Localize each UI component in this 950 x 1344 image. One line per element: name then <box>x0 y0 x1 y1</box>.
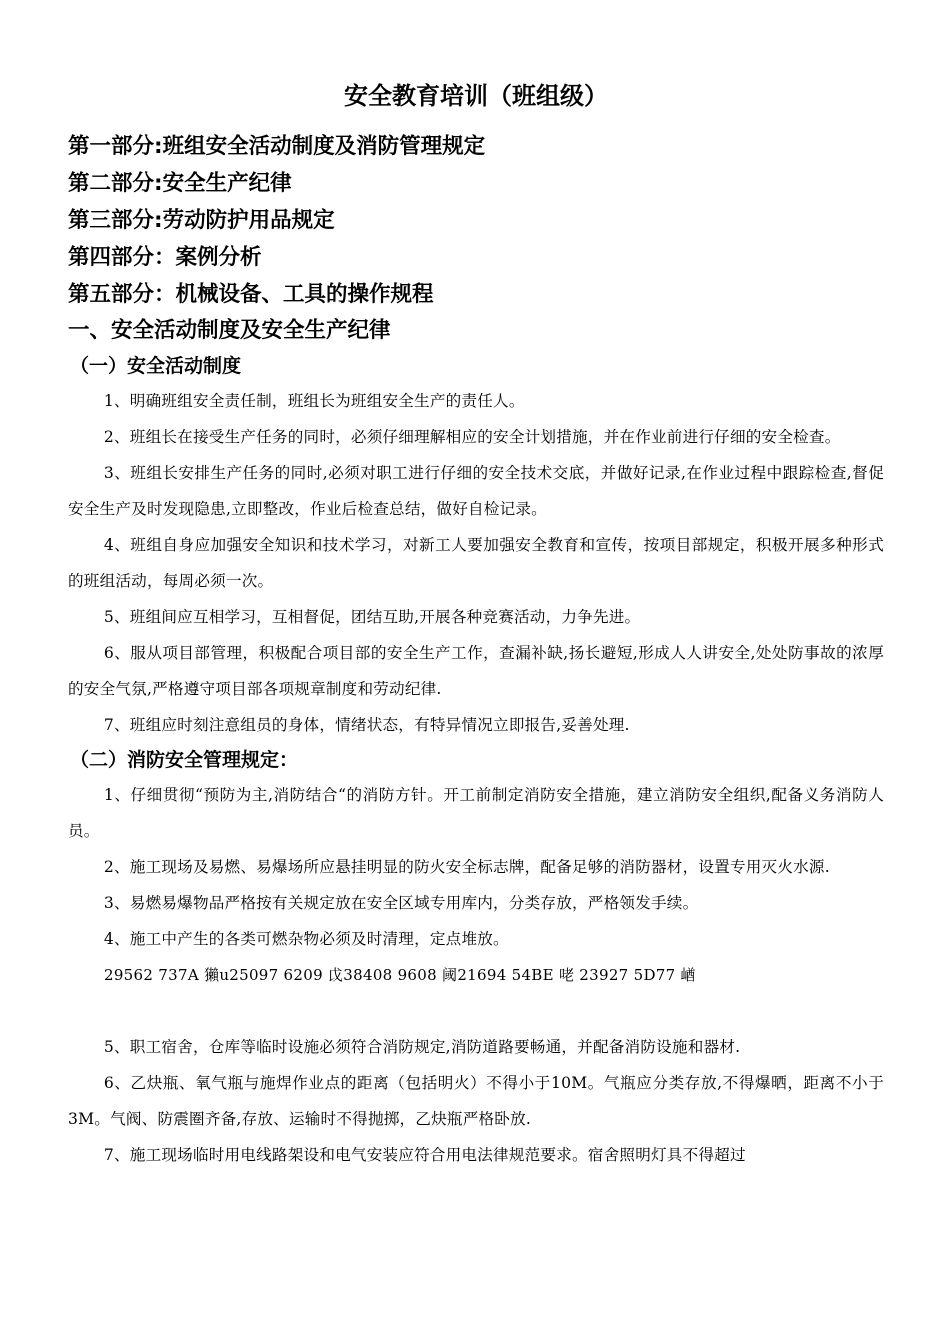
paragraph: 6、服从项目部管理，积极配合项目部的安全生产工作，查漏补缺,扬长避短,形成人人讲安全,处处防事故的浓厚的安全气氛,严格遵守项目部各项规章制度和劳动纪律. <box>68 644 884 698</box>
paragraph: 3、易燃易爆物品严格按有关规定放在安全区域专用库内，分类存放，严格领发手续。 <box>103 894 699 912</box>
part-heading-2: 第二部分:安全生产纪律 <box>68 171 292 196</box>
document-title: 安全教育培训（班组级） <box>344 82 608 110</box>
paragraph: 1、明确班组安全责任制，班组长为班组安全生产的责任人。 <box>103 392 525 410</box>
paragraph: 6、乙炔瓶、氧气瓶与施焊作业点的距离（包括明火）不得小于10M。气瓶应分类存放,不得爆晒，距离不小于3M。气阀、防震圈齐备,存放、运输时不得抛掷，乙炔瓶严格卧放. <box>68 1074 884 1128</box>
part-heading-1: 第一部分:班组安全活动制度及消防管理规定 <box>68 134 486 159</box>
subsection-heading-safety-activities: （一）安全活动制度 <box>70 355 242 377</box>
code-line: 29562 737A 獺u25097 6209 戉38408 9608 阈21694 54BE 咾 23927 5D77 崷 <box>104 966 696 984</box>
paragraph: 5、职工宿舍，仓库等临时设施必须符合消防规定,消防道路要畅通，并配备消防设施和器材. <box>103 1038 741 1056</box>
paragraph: 3、班组长安排生产任务的同时,必须对职工进行仔细的安全技术交底，并做好记录,在作业过程中跟踪检查,督促安全生产及时发现隐患,立即整改，作业后检查总结，做好自检记录。 <box>68 464 884 518</box>
paragraph: 4、班组自身应加强安全知识和技术学习，对新工人要加强安全教育和宣传，按项目部规定，积极开展多种形式的班组活动，每周必须一次。 <box>68 536 884 590</box>
paragraph: 4、施工中产生的各类可燃杂物必须及时清理，定点堆放。 <box>103 930 509 948</box>
parts-list <box>68 128 884 313</box>
paragraph: 7、施工现场临时用电线路架设和电气安装应符合用电法律规范要求。宿舍照明灯具不得超过 <box>103 1146 746 1164</box>
paragraph: 1、仔细贯彻“预防为主,消防结合“的消防方针。开工前制定消防安全措施，建立消防安全组织,配备义务消防人员。 <box>68 786 884 840</box>
paragraph: 2、班组长在接受生产任务的同时，必须仔细理解相应的安全计划措施，并在作业前进行仔细的安全检查。 <box>103 428 841 446</box>
paragraph: 7、班组应时刻注意组员的身体，情绪状态，有特异情况立即报告,妥善处理. <box>103 716 630 734</box>
part-heading-3: 第三部分:劳动防护用品规定 <box>68 208 335 233</box>
paragraph: 5、班组间应互相学习，互相督促，团结互助,开展各种竞赛活动，力争先进。 <box>103 608 641 626</box>
part-heading-4: 第四部分：案例分析 <box>68 245 262 270</box>
paragraph: 2、施工现场及易燃、易爆场所应悬挂明显的防火安全标志牌，配备足够的消防器材，设置专用灭火水源. <box>103 858 830 876</box>
subsection-heading-fire-safety: （二）消防安全管理规定： <box>70 749 299 771</box>
section-heading: 一、安全活动制度及安全生产纪律 <box>68 318 391 343</box>
part-heading-5: 第五部分：机械设备、工具的操作规程 <box>68 282 434 307</box>
